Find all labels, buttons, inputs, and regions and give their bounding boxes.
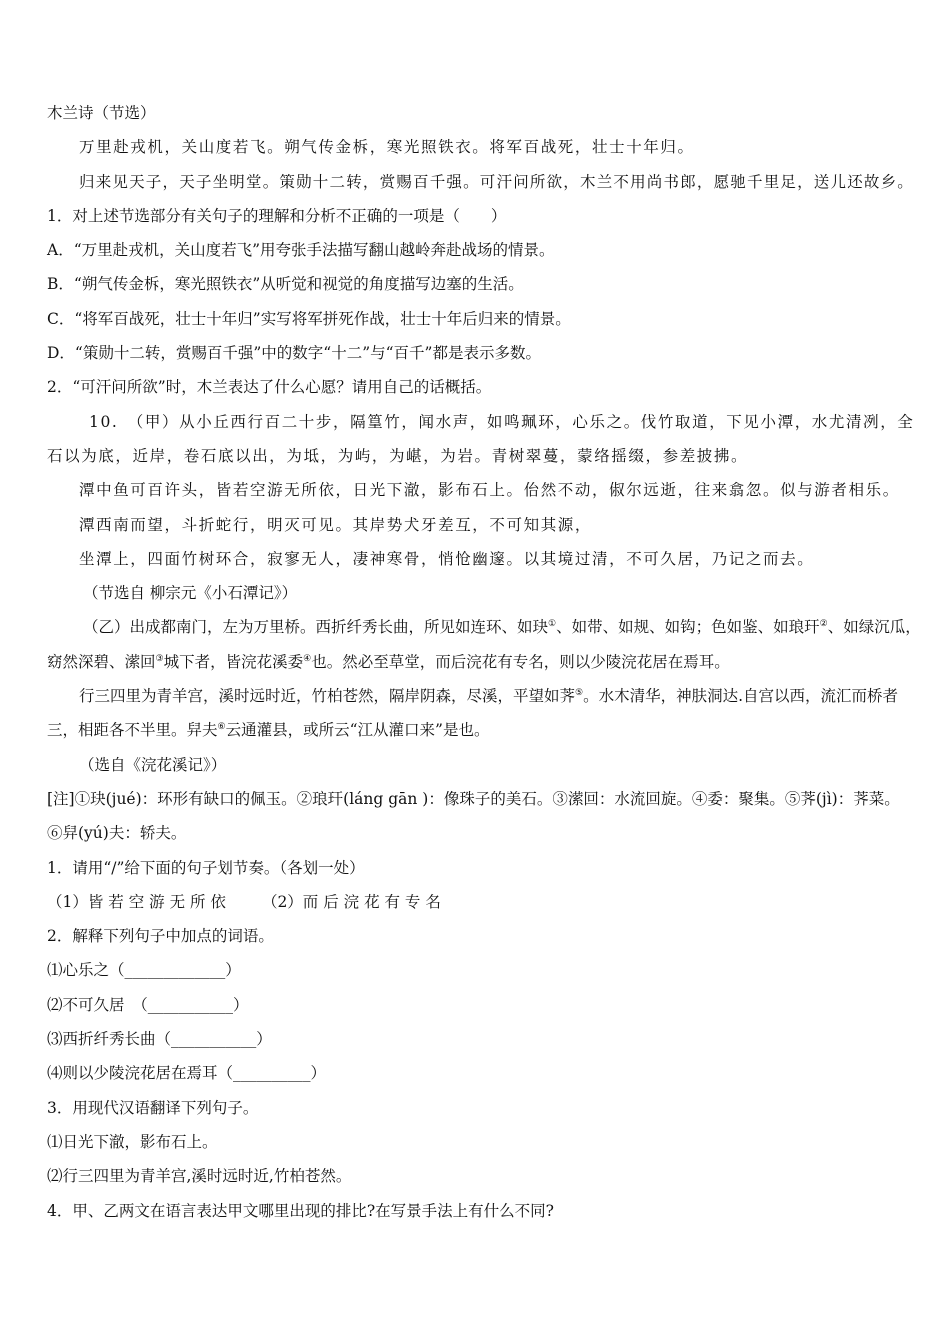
passage-jia-paragraph-4: 坐潭上，四面竹树环合，寂寥无人，凄神寒骨，悄怆幽邃。以其境过清，不可久居，乃记之而去。 bbox=[79, 549, 815, 568]
passage-jia-source: （节选自 柳宗元《小石潭记》） bbox=[83, 584, 298, 603]
question-2-3-item-1: ⑴日光下澈，影布石上。 bbox=[47, 1132, 218, 1151]
question-2-1-items: （1）皆 若 空 游 无 所 依 （2）而 后 浣 花 有 专 名 bbox=[47, 892, 441, 911]
note-marker: ② bbox=[819, 619, 828, 630]
poem-line-2: 归来见天子，天子坐明堂。策勋十二转，赏赐百千强。可汗问所欲，木兰不用尚书郎，愿驰千里足，送儿还故乡。 bbox=[79, 172, 915, 191]
passage-yi-source: （选自《浣花溪记》） bbox=[79, 755, 227, 774]
passage-yi-line-3: 行三四里为青羊宫，溪时远时近，竹柏苍然，隔岸阴森，尽溪，平望如荠⑤。水木清华，神肤洞达.自宫以西，流汇而桥者 bbox=[79, 687, 899, 706]
poem-line-1: 万里赴戎机，关山度若飞。朔气传金柝，寒光照铁衣。将军百战死，壮士十年归。 bbox=[79, 138, 695, 157]
question-2-2-item-2: ⑵不可久居 （___________） bbox=[47, 995, 249, 1014]
note-marker: ④ bbox=[303, 653, 312, 664]
question-2-3: 3．用现代汉语翻译下列句子。 bbox=[47, 1098, 259, 1117]
passage-yi-line-2: 窈然深碧、潆回③城下者，皆浣花溪委④也。然必至草堂，而后浣花有专名，则以少陵浣花居在焉耳。 bbox=[47, 652, 730, 671]
question-2-1: 1．请用“/”给下面的句子划节奏。（各划一处） bbox=[47, 858, 365, 877]
option-d: D．“策勋十二转，赏赐百千强”中的数字“十二”与“百千”都是表示多数。 bbox=[47, 344, 541, 363]
document-body bbox=[47, 96, 919, 1228]
option-a: A．“万里赴戎机，关山度若飞”用夸张手法描写翻山越岭奔赴战场的情景。 bbox=[47, 241, 555, 260]
question-2-3-item-2: ⑵行三四里为青羊宫,溪时远时近,竹柏苍然。 bbox=[47, 1167, 352, 1186]
note-marker: ⑥ bbox=[217, 722, 226, 733]
passage-jia-paragraph-2: 潭中鱼可百许头，皆若空游无所依，日光下澈，影布石上。佁然不动，俶尔远逝，往来翕忽。似与游者相乐。 bbox=[79, 481, 900, 500]
passage-yi-line-4: 三，相距各不半里。舁夫⑥云通灌县，或所云“江从灌口来”是也。 bbox=[47, 721, 490, 740]
poem-title: 木兰诗（节选） bbox=[47, 104, 156, 122]
question-1-1: 1．对上述节选部分有关句子的理解和分析不正确的一项是（ ） bbox=[47, 206, 507, 225]
question-2-2-item-3: ⑶西折纤秀长曲（___________） bbox=[47, 1030, 272, 1049]
question-2-2-item-4: ⑷则以少陵浣花居在焉耳（__________） bbox=[47, 1064, 327, 1083]
notes-line-2: ⑥舁(yú)夫：轿夫。 bbox=[47, 824, 187, 843]
note-marker: ③ bbox=[155, 653, 164, 664]
passage-yi-line-1: （乙）出成都南门，左为万里桥。西折纤秀长曲，所见如连环、如玦①、如带、如规、如钩；色如鉴、如琅玕②、如绿沉瓜， bbox=[83, 618, 921, 637]
notes-line-1: [注]①玦(jué)：环形有缺口的佩玉。②琅玕(láng gān )：像珠子的美石。③潆回：水流回旋。④委：聚集。⑤荠(jì)：荠菜。 bbox=[47, 789, 900, 808]
option-b: B．“朔气传金柝，寒光照铁衣”从听觉和视觉的角度描写边塞的生活。 bbox=[47, 275, 524, 294]
note-marker: ① bbox=[548, 619, 557, 630]
passage-jia-line-2: 石以为底，近岸，卷石底以出，为坻，为屿，为嵁，为岩。青树翠蔓，蒙络摇缀，参差披拂。 bbox=[47, 446, 749, 465]
question-1-2: 2．“可汗问所欲”时，木兰表达了什么心愿？请用自己的话概括。 bbox=[47, 378, 492, 397]
question-2-4: 4．甲、乙两文在语言表达甲文哪里出现的排比?在写景手法上有什么不同? bbox=[47, 1201, 554, 1220]
note-marker: ⑤ bbox=[575, 687, 584, 698]
passage-jia-line-1: 10. （甲）从小丘西行百二十步，隔篁竹，闻水声，如鸣珮环，心乐之。伐竹取道，下见小潭，水尤清冽，全 bbox=[89, 412, 915, 431]
passage-jia-paragraph-3: 潭西南而望，斗折蛇行，明灭可见。其岸势犬牙差互，不可知其源， bbox=[79, 515, 593, 534]
option-c: C．“将军百战死，壮士十年归”实写将军拼死作战，壮士十年后归来的情景。 bbox=[47, 309, 571, 328]
question-2-2: 2．解释下列句子中加点的词语。 bbox=[47, 927, 274, 946]
question-2-2-item-1: ⑴心乐之（_____________） bbox=[47, 961, 241, 980]
